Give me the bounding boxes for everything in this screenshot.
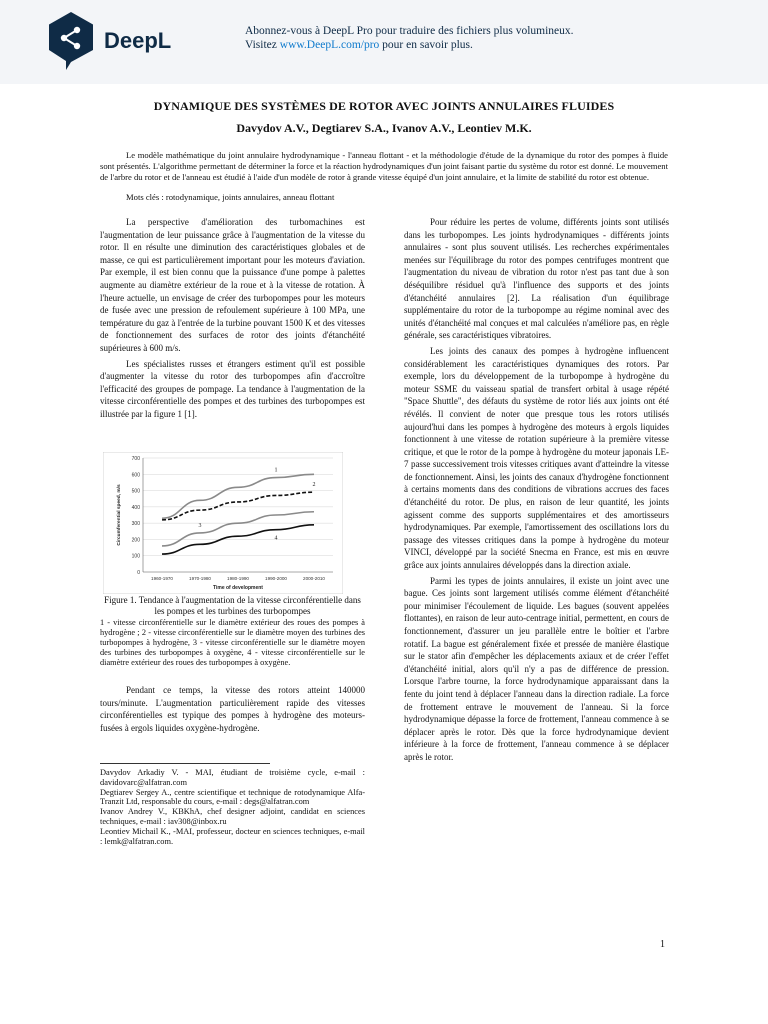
paper-authors: Davydov A.V., Degtiarev S.A., Ivanov A.V., Leontiev M.K.: [236, 121, 532, 135]
keywords: Mots clés : rotodynamique, joints annulaires, anneau flottant: [126, 192, 335, 202]
y-tick-label: 100: [131, 553, 140, 560]
left-column: [100, 216, 365, 424]
banner-line-2-prefix: Visitez: [245, 39, 280, 51]
footnote-item: Degtiarev Sergey A., centre scientifique et technique de rotodynamique Alfa-Tranzit Ltd, responsable du cours, e-mail : degs@alfatran.com: [100, 787, 365, 807]
footnote-item: Leontiev Michail K., -MAI, professeur, docteur en sciences techniques, e-mail : lemk@alfatran.com.: [100, 826, 365, 846]
y-axis-label: Circumferential speed, m/s: [117, 484, 122, 546]
y-tick-label: 700: [131, 456, 140, 462]
series-label: 2: [312, 482, 316, 489]
x-tick-label: 2000-2010: [303, 576, 325, 581]
y-tick-label: 600: [131, 472, 140, 479]
footnotes: [100, 768, 365, 846]
footnote-item: Davydov Arkadiy V. - MAI, étudiant de troisième cycle, e-mail : davidovarc@alfatran.com: [100, 768, 365, 787]
banner-line-2-suffix: pour en savoir plus.: [379, 39, 473, 51]
left-paragraph: Les spécialistes russes et étrangers estiment qu'il est possible d'augmenter la vitesse du rotor des turbopompes afin d'accroître l'efficacité des groupes de pompage. La tendance à l'augmentation de la vitesse circonférentielle des pompes et des turbines des turbopompes est illustrée par la figure 1 [1].: [100, 358, 365, 419]
deepl-logo[interactable]: [46, 10, 171, 72]
figure-1-chart: [103, 452, 343, 594]
deepl-brand-name: DeepL: [104, 28, 172, 53]
x-tick-label: 1960-1970: [151, 576, 173, 581]
y-tick-label: 200: [131, 537, 140, 544]
footnote-item: Ivanov Andrey V., KBKhA, chef designer adjoint, candidat en sciences techniques, e-mail : iav308@inbox.ru: [100, 807, 365, 826]
figure-legend: 1 - vitesse circonférentielle sur le diamètre extérieur des roues des pompes à hydrogène ; 2 - vitesse circonférentielle sur le diamètre moyen des turbines des turbopompes à hydrogène, 3 - vitesse circonférentielle sur le diamètre moyen des turbines des turbopompes à oxygène, 4 - vitesse circonférentielle sur le diamètre extérieur des roues des turbopompes à oxygène.: [100, 618, 365, 667]
deepl-banner: [0, 0, 768, 84]
left-paragraph: Pendant ce temps, la vitesse des rotors atteint 140000 tours/minute. L'augmentation particulièrement rapide des vitesses circonférentielles est typique des pompes à hydrogène des moteurs-fusées à ergols liquides oxygène-hydrogène.: [100, 685, 365, 733]
deepl-logo-icon: [46, 10, 96, 72]
right-paragraph: Les joints des canaux des pompes à hydrogène influencent considérablement les caractéristiques dynamiques des rotors. Par exemple, lors du développement de la turbopompe à hydrogène du moteur SSME du vaisseau spatial de transfert orbital à usage répété "Space Shuttle", des défauts du système de rotor liés aux joints ont été révélés. Il convient de noter que presque tous les rotors utilisés aujourd'hui dans les pompes à hydrogène des moteurs à ergols liquides fonctionnent à une vitesse de rotation supérieure à la première vitesse critique, et que le rotor de la pompe à hydrogène du moteur japonais LE-7 passe successivement trois vitesses critiques avant d'atteindre la vitesse de fonctionnement. Ainsi, les joints des canaux d'hydrogène fonctionnent à certains moments dans des conditions de vibrations accrues des faces d'étanchéité du rotor. De plus, en raison de leur quantité, les joints agissent comme des supports supplémentaires et des amortisseurs hydrodynamiques. Par exemple, l'amortissement des oscillations lors du passage des vitesses critiques dans la pompe à hydrogène du moteur VINCI, développé par la société Snecma en France, est mis en œuvre grâce aux joints annulaires développés dans la direction axiale.: [404, 345, 669, 571]
y-tick-label: 400: [131, 504, 140, 511]
deepl-pro-link[interactable]: www.DeepL.com/pro: [279, 39, 380, 51]
footnote-rule: [100, 763, 270, 764]
right-column: [404, 216, 669, 767]
x-tick-label: 1980-1990: [227, 576, 249, 581]
right-paragraph: Pour réduire les pertes de volume, différents joints sont utilisés dans les turbopompes. Les joints hydrodynamiques - différents joints annulaires - sont plus souvent utilisés. Les recherches expérimentales menées sur l'équilibrage du rotor des pompes centrifuges montrent que l'augmentation du niveau de vibration du rotor n'est pas tant due à son déséquilibre résiduel qu'à l'influence des supports et des joints d'étanchéité annulaires [2]. La réalisation d'un équilibrage supplémentaire du rotor de la turbopompe au régime nominal avec des unités d'étanchéité mal conçues et mal calculées n'améliore pas, en règle générale, ses caractéristiques vibratoires.: [404, 217, 669, 341]
series-label: 3: [198, 522, 202, 529]
x-tick-label: 1990-2000: [265, 576, 287, 581]
x-tick-label: 1970-1980: [189, 576, 211, 581]
left-column-after-figure: [100, 684, 365, 734]
series-label: 4: [274, 535, 278, 542]
x-axis-label: Time of development: [213, 585, 263, 591]
y-tick-label: 500: [131, 488, 140, 495]
abstract: Le modèle mathématique du joint annulaire hydrodynamique - l'anneau flottant - et la méthodologie d'étude de la dynamique du rotor des pompes à fluide sont présentés. L'algorithme permettant de déterminer la force et la réaction hydrodynamiques d'un joint faisant partie du système du rotor est donné. Le mouvement de l'arbre du rotor et de l'anneau est étudié à l'aide d'un modèle de rotor à grande vitesse équipé d'un joint annulaire, et la limite de stabilité du rotor est obtenue.: [100, 150, 668, 182]
y-tick-label: 300: [131, 521, 140, 528]
page-number: 1: [660, 939, 665, 950]
banner-message: [245, 24, 574, 52]
paper-title: DYNAMIQUE DES SYSTÈMES DE ROTOR AVEC JOINTS ANNULAIRES FLUIDES: [153, 99, 615, 113]
figure-caption: Figure 1. Tendance à l'augmentation de la vitesse circonférentielle dans les pompes et les turbines des turbopompes: [104, 595, 361, 616]
y-tick-label: 0: [137, 570, 140, 576]
right-paragraph: Parmi les types de joints annulaires, il existe un joint avec une bague. Ces joints sont largement utilisés comme élément d'étanchéité pour minimiser l'écoulement de liquide. Les bagues (souvent appelées flottantes), en raison de leur auto-centrage initial, permettent, en cours de fonctionnement, d'assurer un jeu parallèle entre le boîtier et l'arbre rotatif. La bague est généralement fixée et pressée de manière élastique sur le stator afin d'empêcher les déplacements axiaux et de créer l'effet d'étanchéité initial, alors qu'il n'y a pas de différence de pression. Lorsque l'arbre tourne, la force hydrodynamique apparaissant dans la fente du joint tend à déplacer l'anneau dans la direction radiale. La force de frottement entrave le mouvement de l'anneau. Si la force hydrodynamique dépasse la force de frottement, l'anneau commence à se déplacer après le rotor. Dès que la force hydrodynamique devient inférieure à la force de frottement, l'anneau commence à se déplacer après le rotor.: [404, 575, 669, 762]
banner-line-2: [245, 38, 574, 52]
series-label: 1: [274, 467, 278, 474]
banner-line-1: Abonnez-vous à DeepL Pro pour traduire des fichiers plus volumineux.: [245, 25, 574, 37]
left-paragraph: La perspective d'amélioration des turbomachines est l'augmentation de leur puissance grâce à l'augmentation de la vitesse du rotor. Il en résulte une diminution des caractéristiques globales et de masse, ce qui est particulièrement important pour les moteurs d'aviation. Par exemple, il est bien connu que la puissance d'une pompe à palettes augmente au diamètre extérieur de la roue et à la vitesse de rotation. À l'heure actuelle, un envisage de créer des turbopompes pour les moteurs de fusée avec une pression de refoulement supérieure à 100 MPa, une température du gaz à l'entrée de la turbine pouvant 1500 K et des vitesses de fonctionnement des surfaces de rotor des joints d'étanchéité supérieures à 600 m/s.: [100, 217, 365, 353]
